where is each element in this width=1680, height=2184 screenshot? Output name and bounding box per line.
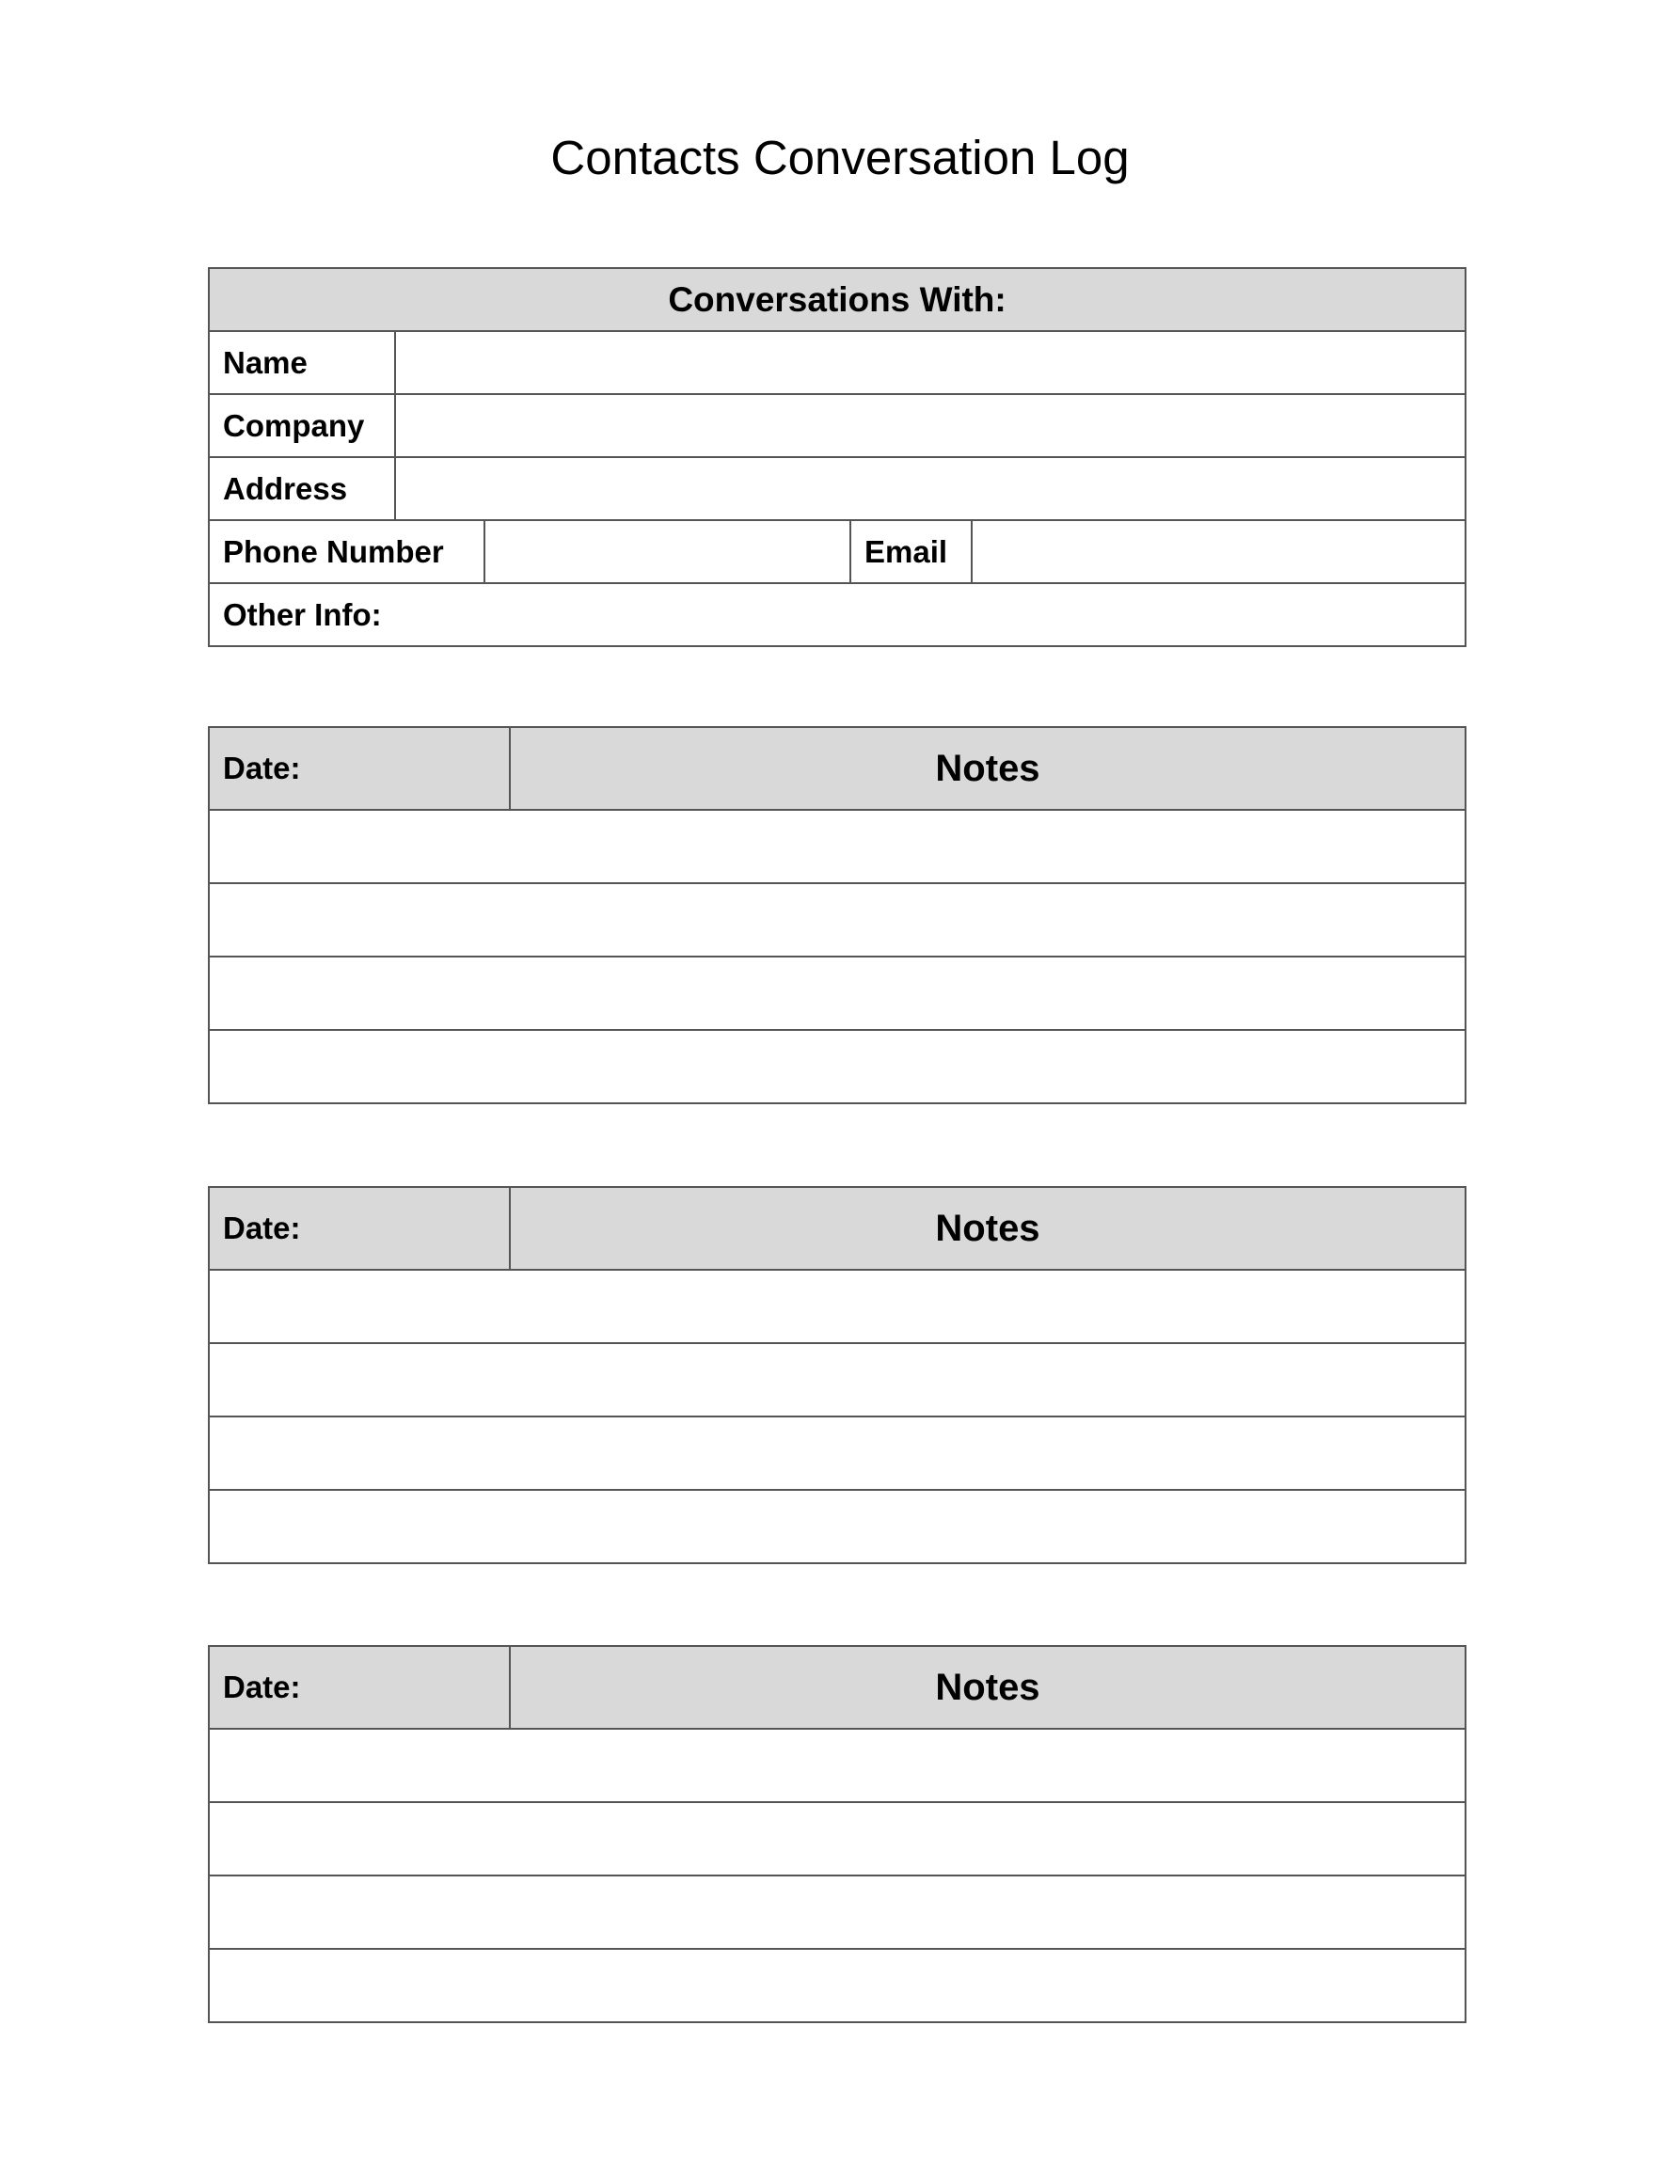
name-field[interactable]	[395, 331, 1466, 394]
notes-line[interactable]	[209, 1875, 1466, 1949]
name-label: Name	[209, 331, 395, 394]
notes-line[interactable]	[209, 883, 1466, 957]
notes-line[interactable]	[209, 1802, 1466, 1875]
other-info-label: Other Info:	[223, 596, 382, 632]
notes-line[interactable]	[209, 1949, 1466, 2022]
notes-line[interactable]	[209, 810, 1466, 883]
other-info-field[interactable]	[209, 583, 1466, 646]
company-field[interactable]	[395, 394, 1466, 457]
notes-header: Notes	[510, 727, 1466, 810]
notes-header: Notes	[510, 1646, 1466, 1729]
notes-line[interactable]	[209, 1030, 1466, 1103]
conversations-with-header: Conversations With:	[209, 268, 1466, 331]
phone-number-label: Phone Number	[209, 520, 484, 583]
notes-line[interactable]	[209, 1729, 1466, 1802]
notes-line[interactable]	[209, 1343, 1466, 1416]
notes-line[interactable]	[209, 1490, 1466, 1563]
address-field[interactable]	[395, 457, 1466, 520]
notes-header: Notes	[510, 1187, 1466, 1270]
company-label: Company	[209, 394, 395, 457]
conversation-log-1	[208, 726, 1466, 1104]
email-label: Email	[850, 520, 972, 583]
contact-info-table	[208, 267, 1466, 647]
date-label: Date:	[209, 727, 510, 810]
notes-line[interactable]	[209, 1416, 1466, 1490]
date-label: Date:	[209, 1187, 510, 1270]
email-field[interactable]	[972, 520, 1466, 583]
phone-number-field[interactable]	[484, 520, 850, 583]
date-label: Date:	[209, 1646, 510, 1729]
page-title: Contacts Conversation Log	[550, 131, 1130, 184]
conversation-log-3	[208, 1645, 1466, 2023]
notes-line[interactable]	[209, 957, 1466, 1030]
conversation-log-2	[208, 1186, 1466, 1564]
notes-line[interactable]	[209, 1270, 1466, 1343]
address-label: Address	[209, 457, 395, 520]
